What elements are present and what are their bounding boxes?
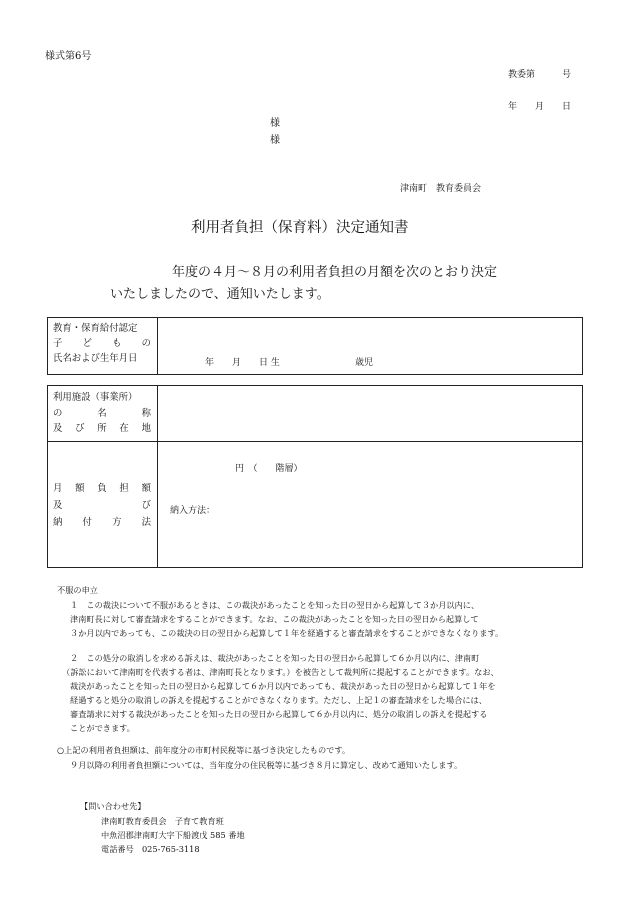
addressee-line-1: 様 (270, 118, 280, 129)
objection-heading: 不服の申立 (57, 585, 98, 595)
objection-p2-line-4: 経過すると処分の取消しの訴えを提起することができなくなります。ただし、上記１の審査請求をした場合には、 (70, 695, 487, 705)
payment-method-label: 納入方法： (170, 506, 216, 516)
contact-address: 中魚沼郡津南町大字下船渡戊 585 番地 (101, 830, 245, 840)
intro-line-2: いたしましたので、通知いたします。 (110, 287, 330, 302)
table2-divider (157, 385, 158, 568)
issue-date: 年 月 日 (508, 102, 572, 112)
contact-heading: 【問い合わせ先】 (80, 801, 146, 811)
addressee-line-2: 様 (270, 135, 280, 146)
issuer: 津南町 教育委員会 (400, 184, 482, 194)
document-title: 利用者負担（保育料）決定通知書 (191, 220, 409, 236)
objection-p1-line-3: ３か月以内であっても、この裁決の日の翌日から起算して１年を経過すると審査請求をすることができなくなります。 (70, 628, 504, 638)
objection-p1-line-1: １ この裁決について不服があるときは、この裁決があったことを知った日の翌日から起算して３か月以内に、 (70, 600, 480, 610)
note-line-1: ○上記の利用者負担額は、前年度分の市町村民税等に基づき決定したものです。 (57, 745, 351, 755)
table2-row-divider (47, 441, 583, 442)
child-label-line-3: 氏名および生年月日 (53, 353, 138, 364)
facility-label-line-2: の 名 称 (53, 408, 151, 419)
fee-amount-field: 円 （ 階層） (235, 464, 303, 474)
objection-p2-line-1: ２ この処分の取消しを求める訴えは、裁決があったことを知った日の翌日から起算して６か月以内に、津南町 (70, 653, 480, 663)
contact-office: 津南町教育委員会 子育て教育班 (101, 816, 224, 826)
facility-label-line-3: 及 び 所 在 地 (53, 423, 151, 434)
fee-label-line-3: 納 付 方 法 (53, 517, 151, 528)
birth-date-field: 年 月 日 生 (205, 358, 280, 368)
document-number: 教委第 号 (508, 70, 572, 80)
form-number: 様式第6号 (45, 51, 92, 62)
facility-label-line-1: 利用施設（事業所） (53, 392, 138, 403)
note-line-2: ９月以降の利用者負担額については、当年度分の住民税等に基づき８月に算定し、改めて通知いたします。 (70, 760, 463, 770)
objection-p2-line-6: ことができます。 (70, 723, 135, 733)
objection-p1-line-2: 津南町長に対して審査請求をすることができます。なお、この裁決があったことを知った日の翌日から起算して (70, 614, 479, 624)
objection-p2-line-5: 審査請求に対する裁決があったことを知った日の翌日から起算して６か月以内に、処分の取消しの訴えを提起する (70, 709, 488, 719)
child-label-line-2: 子 ど も の (53, 338, 151, 349)
objection-p2-line-3: 裁決があったことを知った日の翌日から起算して６か月以内であっても、裁決があった日の翌日から起算して１年を (70, 681, 496, 691)
contact-phone: 電話番号 025-765-3118 (101, 844, 200, 854)
objection-p2-line-2: （訴訟において津南町を代表する者は、津南町長となります。）を被告として裁判所に提起することができます。なお、 (62, 667, 499, 677)
child-label-line-1: 教育・保育給付認定 (53, 323, 138, 334)
table1-divider (157, 317, 158, 375)
age-field: 歳児 (355, 358, 374, 368)
intro-line-1: 年度の４月～８月の利用者負担の月額を次のとおり決定 (172, 265, 498, 280)
fee-label-line-2: 及 び (53, 500, 151, 511)
fee-label-line-1: 月 額 負 担 額 (53, 483, 151, 494)
